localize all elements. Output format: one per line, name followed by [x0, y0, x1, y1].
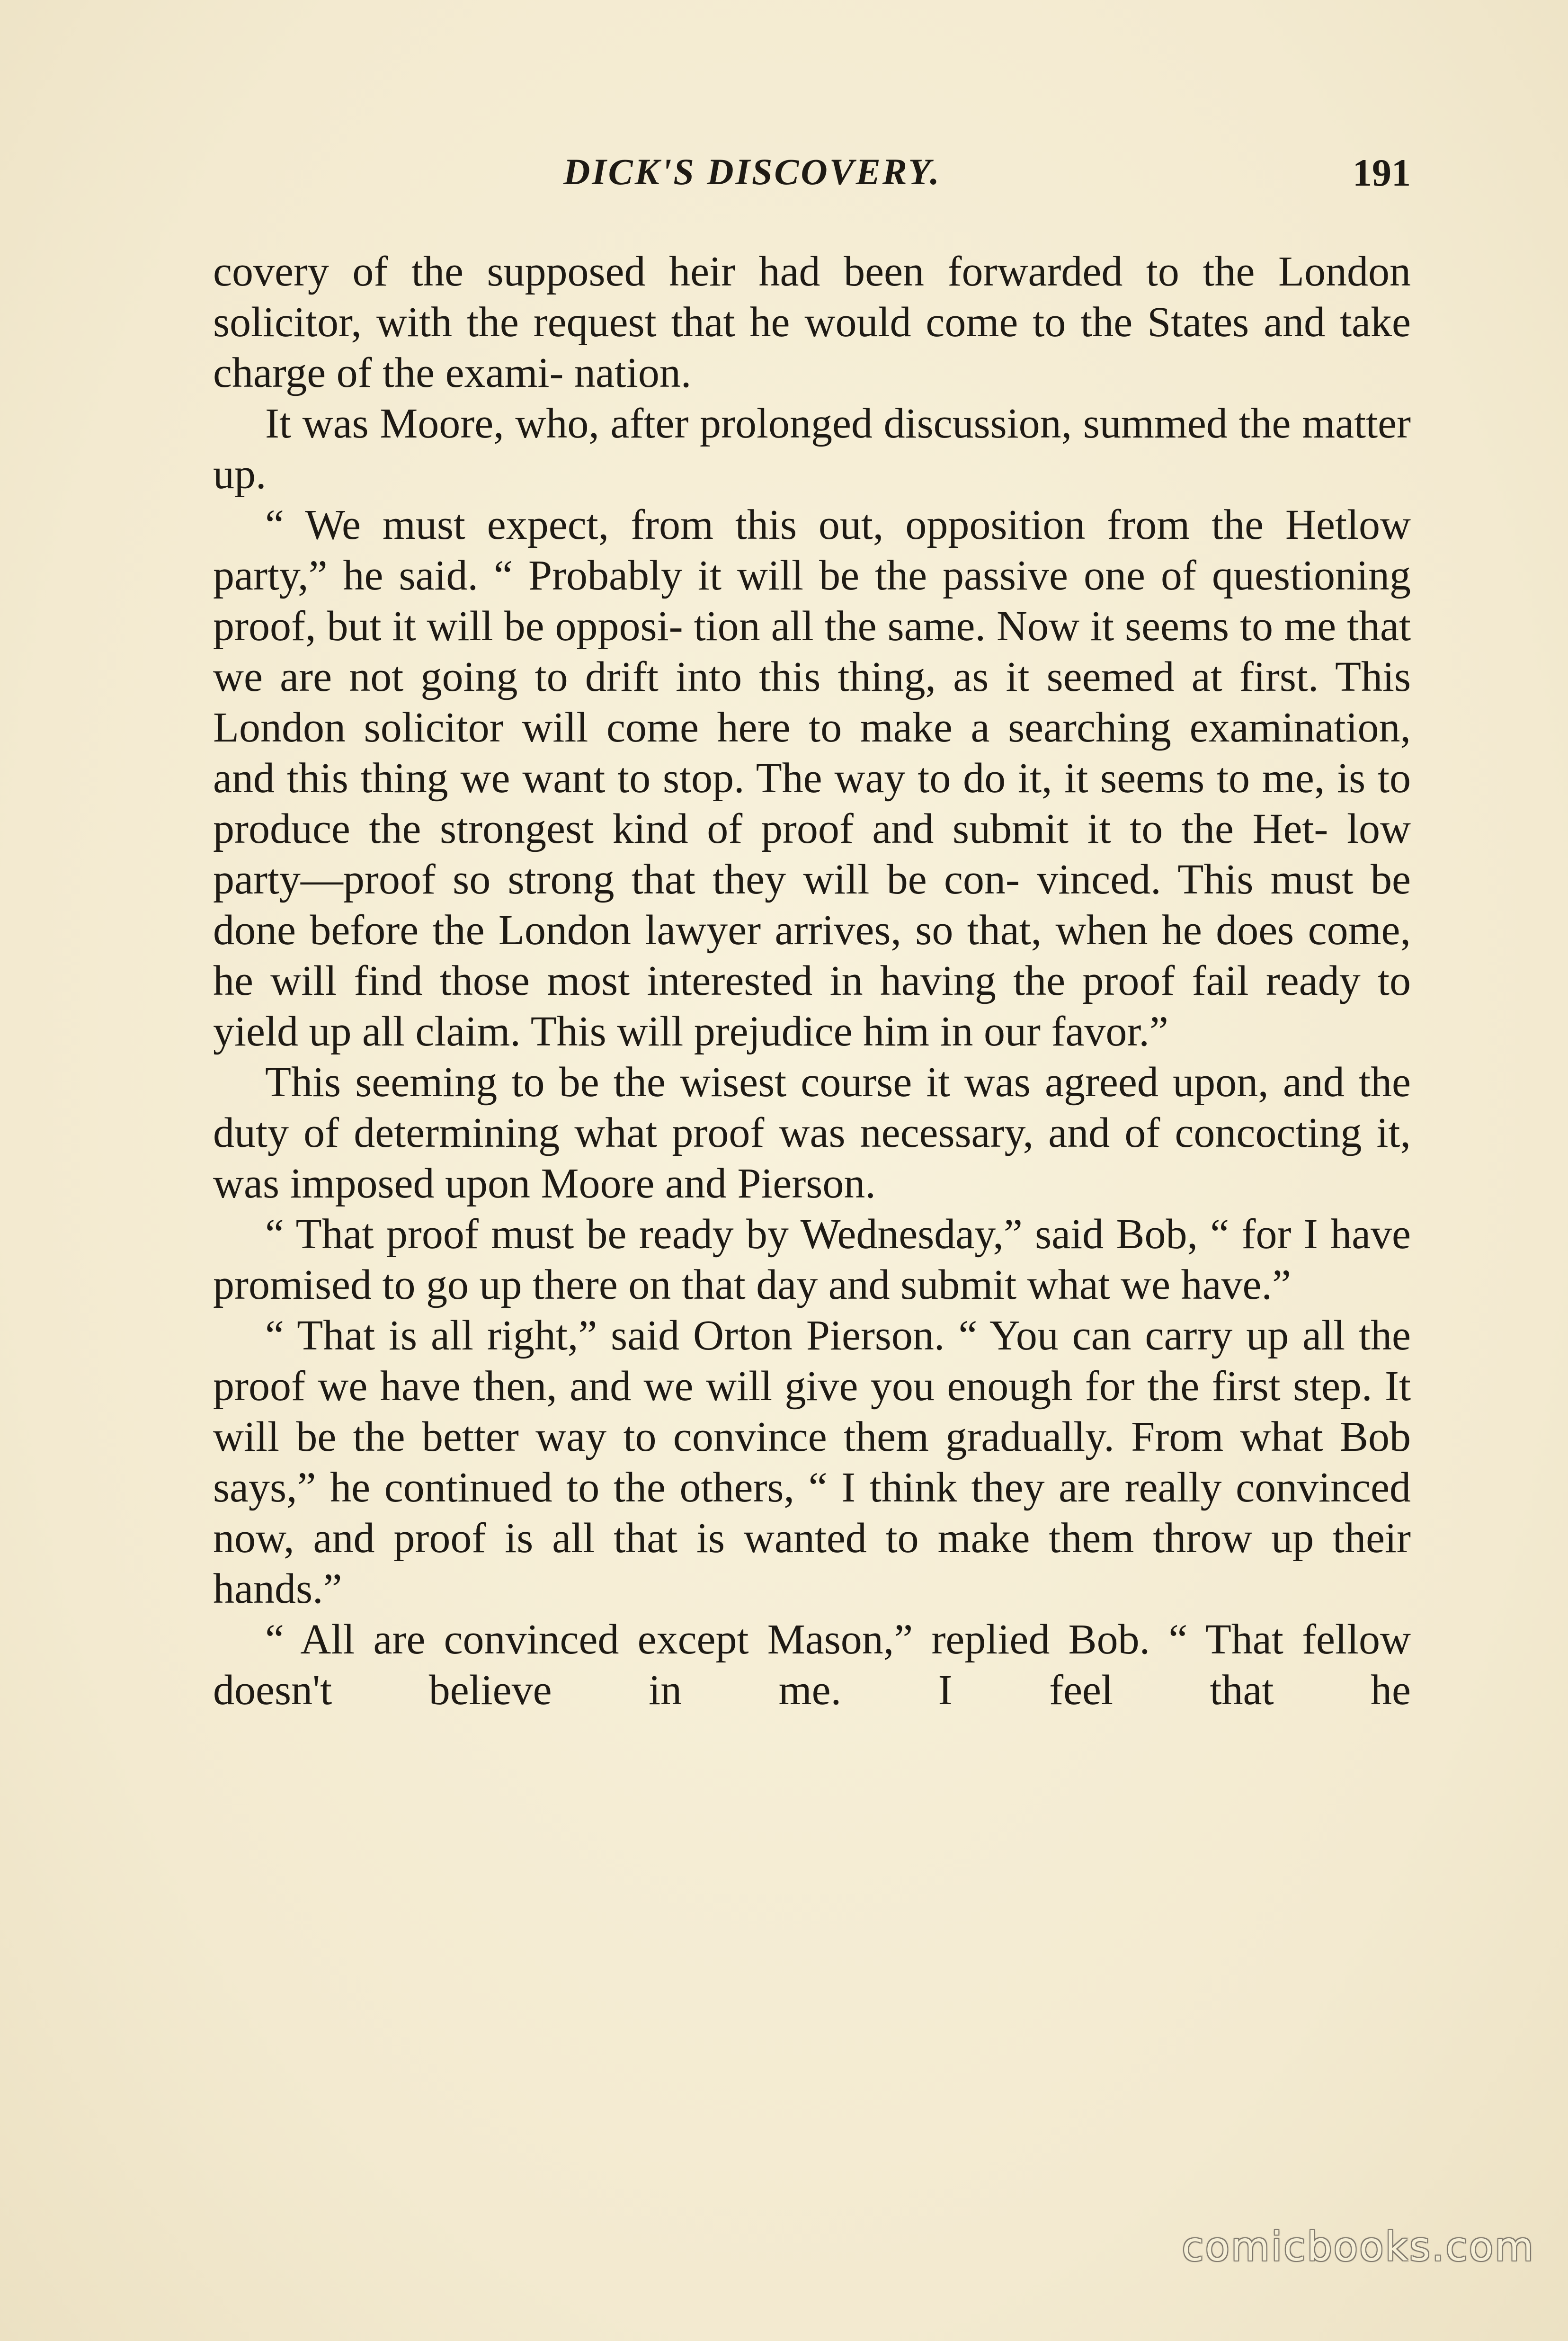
body-text	[213, 246, 1411, 1716]
paragraph-6: “ That is all right,” said Orton Pierson. “ You can carry up all the proof we have then, and we will give you enough for the first step. It will be the better way to convince them gradually. From what Bob says,” he continued to the others, “ I think they are really convinced now, and proof is all that is wanted to make them throw up their hands.”	[213, 1312, 1411, 1612]
paragraph-2: It was Moore, who, after prolonged discussion, summed the matter up.	[213, 400, 1411, 498]
watermark: comicbooks.com	[1182, 2224, 1535, 2270]
paragraph-3: “ We must expect, from this out, opposition from the Hetlow party,” he said. “ Probably it will be the passive one of questioning proof, but it will be opposi- tion all the same. Now it seems to me that we are not going to drift into this thing, as it seemed at first. This London solicitor will come here to make a searching examination, and this thing we want to stop. The way to do it, it seems to me, is to produce the strongest kind of proof and submit it to the Het- low party—proof so strong that they will be con- vinced. This must be done before the London lawyer arrives, so that, when he does come, he will find those most interested in having the proof fail ready to yield up all claim. This will prejudice him in our favor.”	[213, 501, 1411, 1055]
running-title: DICK'S DISCOVERY.	[563, 151, 941, 192]
page-number: 191	[1353, 151, 1411, 194]
paragraph-1: covery of the supposed heir had been forwarded to the London solicitor, with the request that he would come to the States and take charge of the exami- nation.	[213, 248, 1411, 396]
paragraph-7: “ All are convinced except Mason,” replied Bob. “ That fellow doesn't believe in me. I feel that he	[213, 1616, 1411, 1714]
paragraph-4: This seeming to be the wisest course it was agreed upon, and the duty of determining what proof was necessary, and of concocting it, was imposed upon Moore and Pierson.	[213, 1059, 1411, 1207]
paragraph-5: “ That proof must be ready by Wednesday,” said Bob, “ for I have promised to go up there on that day and submit what we have.”	[213, 1211, 1411, 1308]
running-head	[213, 151, 1411, 203]
